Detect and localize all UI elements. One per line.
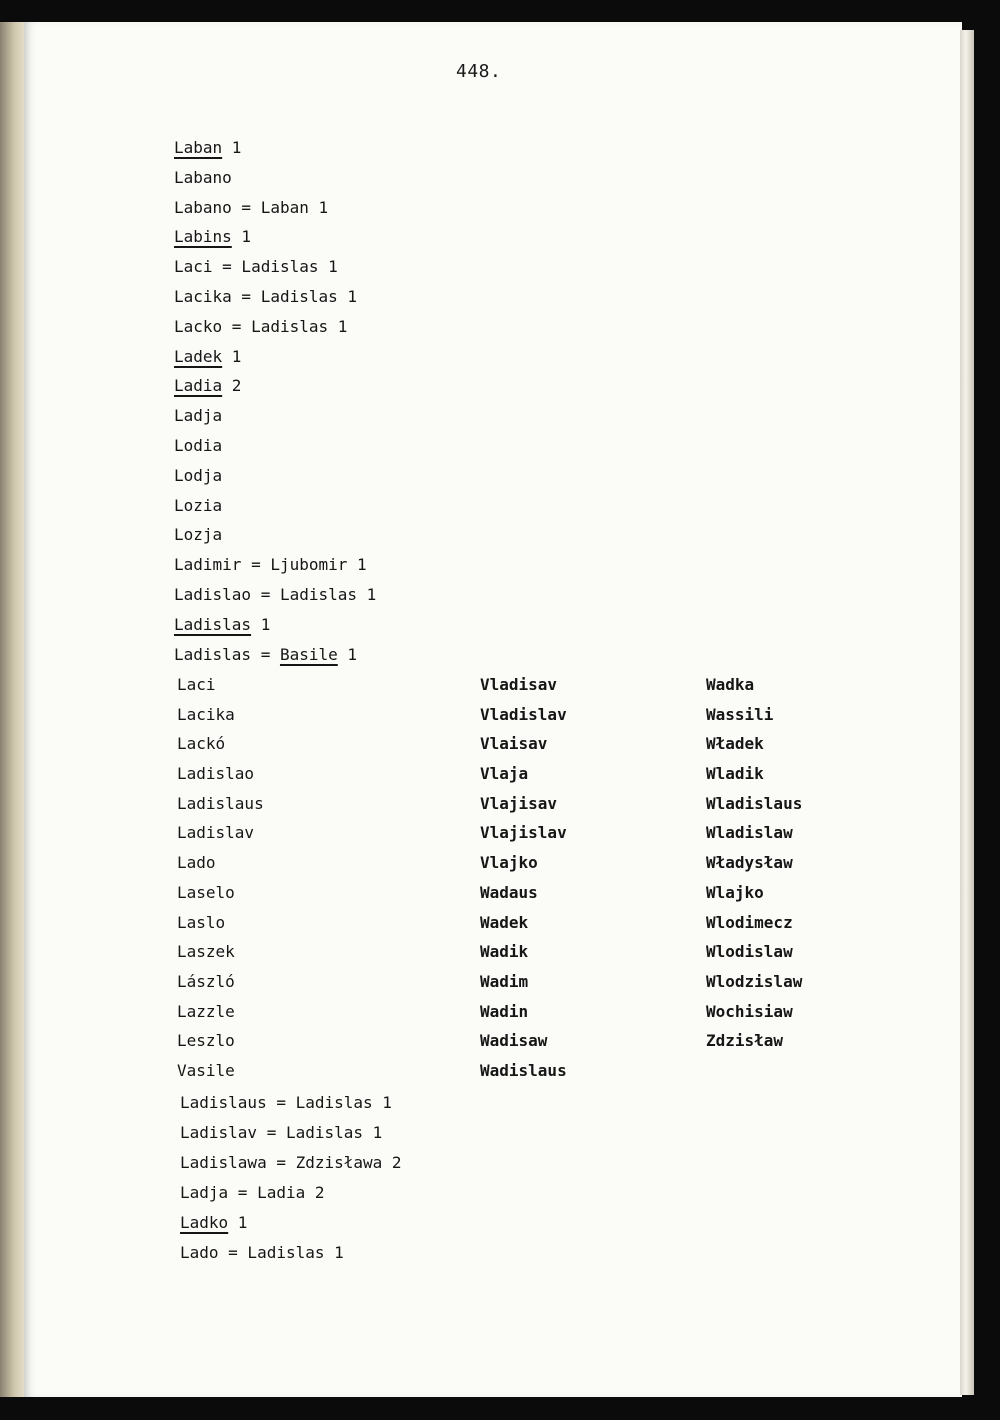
- entry-term: Laban: [174, 138, 223, 157]
- entry-line: [180, 1123, 382, 1143]
- entry-count: 1: [231, 227, 252, 247]
- variant-name: Lacika: [177, 704, 235, 724]
- entry-line: [174, 585, 376, 605]
- variant-name: László: [177, 971, 235, 991]
- variant-name: Ladislav: [177, 823, 255, 843]
- variant-name: Wadaus: [480, 882, 538, 902]
- entry-term: Ladja: [174, 406, 223, 426]
- entry-term: Ladislas =: [174, 644, 280, 664]
- entry-line: [174, 525, 222, 545]
- entry-line: [180, 1213, 247, 1233]
- variant-name: Vlajisav: [480, 793, 558, 813]
- variant-name: Lado: [177, 853, 216, 873]
- entry-term: Lodja: [174, 465, 223, 485]
- entry-line: [174, 496, 222, 516]
- entry-line: [180, 1153, 402, 1173]
- entry-reference: Basile: [279, 644, 338, 664]
- entry-line: [174, 138, 241, 158]
- entry-count: 2: [222, 376, 242, 396]
- page-edge: [960, 30, 974, 1395]
- entry-line: [180, 1183, 325, 1203]
- variant-name: Wochisiaw: [706, 1001, 793, 1021]
- entry-line: [174, 406, 222, 426]
- entry-count: 1: [228, 1213, 248, 1232]
- variant-name: Wadim: [480, 971, 529, 991]
- entry-term: Labano: [174, 167, 232, 187]
- variant-name: Wladislaus: [706, 793, 803, 813]
- entry-term: Ladia: [174, 376, 223, 396]
- entry-line: [174, 645, 357, 665]
- entry-term: Ladislao = Ladislas 1: [174, 585, 377, 604]
- entry-line: [174, 436, 222, 456]
- page-number: 448.: [456, 61, 502, 82]
- variant-name: Laslo: [177, 912, 226, 932]
- variant-name: Wlajko: [706, 882, 764, 902]
- entry-line: [174, 198, 328, 218]
- variant-name: Wladik: [706, 764, 764, 784]
- variant-name: Ladislaus: [177, 793, 264, 813]
- variant-name: Wadislaus: [480, 1060, 567, 1080]
- entry-line: [174, 615, 270, 635]
- entry-term: Laci = Ladislas 1: [174, 257, 338, 277]
- variant-name: Wadek: [480, 912, 529, 932]
- entry-term: Lado = Ladislas 1: [180, 1243, 344, 1262]
- entry-term: Ladislaus = Ladislas 1: [180, 1093, 392, 1112]
- entry-line: [180, 1243, 344, 1263]
- variant-name: Laselo: [177, 882, 235, 902]
- entry-count: 1: [222, 346, 242, 366]
- entry-term: Lozia: [174, 495, 223, 515]
- entry-term: Labins: [174, 227, 232, 247]
- entry-term: Ladislav = Ladislas 1: [180, 1123, 383, 1142]
- variant-name: Wassili: [706, 704, 774, 724]
- entry-count: 1: [337, 644, 358, 664]
- variant-name: Lazzle: [177, 1001, 235, 1021]
- variant-name: Laszek: [177, 942, 235, 962]
- variant-name: Leszlo: [177, 1031, 235, 1051]
- entry-line: [174, 227, 251, 247]
- entry-term: Lozja: [174, 525, 223, 545]
- variant-name: Laci: [177, 675, 216, 694]
- entry-line: [174, 555, 367, 575]
- entry-line: [174, 376, 241, 396]
- variant-column-2: [480, 675, 567, 1091]
- variant-name: Wadka: [706, 675, 755, 694]
- variant-name: Ladislao: [177, 764, 255, 784]
- entry-term: Ladimir = Ljubomir 1: [174, 555, 367, 575]
- variant-name: Zdzisław: [706, 1031, 784, 1051]
- entry-term: Ladislawa = Zdzisława 2: [180, 1153, 402, 1172]
- entry-line: [174, 466, 222, 486]
- variant-name: Wlodimecz: [706, 912, 793, 932]
- variant-name: Wlodzislaw: [706, 971, 803, 991]
- entry-count: 1: [222, 138, 242, 157]
- variant-name: Wlodislaw: [706, 942, 793, 962]
- variant-column-3: [706, 675, 802, 1061]
- variant-name: Vlajislav: [480, 823, 567, 843]
- variant-name: Vlaja: [480, 764, 529, 784]
- variant-name: Vlaisav: [480, 734, 548, 754]
- entry-line: [174, 257, 338, 277]
- entry-term: Labano = Laban 1: [174, 197, 329, 217]
- entry-term: Ladja = Ladia 2: [180, 1183, 325, 1202]
- entry-line: [174, 287, 357, 307]
- entry-line: [174, 317, 347, 337]
- entry-term: Ladislas: [174, 614, 252, 634]
- variant-name: Vasile: [177, 1060, 235, 1080]
- book-spine: [0, 22, 26, 1397]
- entry-line: [180, 1093, 392, 1113]
- variant-name: Vladisav: [480, 675, 558, 694]
- variant-name: Wadin: [480, 1001, 529, 1021]
- variant-name: Władysław: [706, 853, 793, 873]
- variant-name: Wadisaw: [480, 1031, 548, 1051]
- variant-name: Władek: [706, 734, 764, 754]
- entry-term: Ladko: [180, 1213, 229, 1232]
- entry-term: Ladek: [174, 346, 223, 366]
- variant-name: Vladislav: [480, 704, 567, 724]
- entry-term: Lacika = Ladislas 1: [174, 287, 358, 306]
- entry-term: Lodia: [174, 436, 223, 455]
- variant-name: Wladislaw: [706, 823, 793, 843]
- variant-name: Lackó: [177, 734, 226, 754]
- variant-name: Vlajko: [480, 853, 538, 873]
- entry-line: [174, 347, 241, 367]
- entry-term: Lacko = Ladislas 1: [174, 316, 348, 336]
- variant-name: Wadik: [480, 942, 529, 962]
- variant-column-1: [177, 675, 264, 1091]
- entry-line: [174, 168, 232, 188]
- entry-count: 1: [251, 614, 271, 634]
